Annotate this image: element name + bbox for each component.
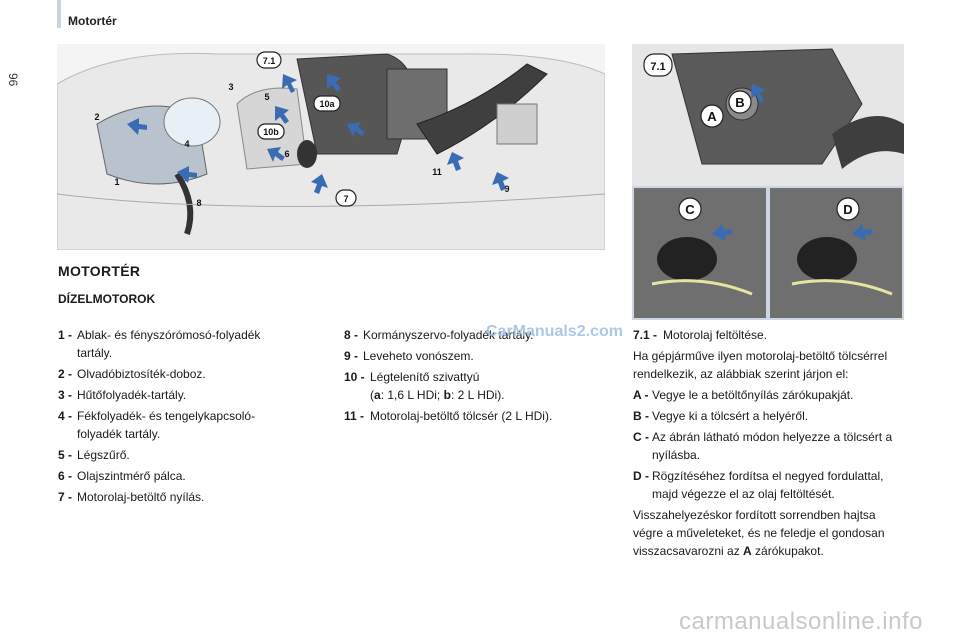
list-item: 3 - Hűtőfolyadék-tartály. <box>58 388 187 402</box>
callout-label: 7.1 <box>262 56 276 66</box>
callout-label: C <box>685 202 695 217</box>
step-item: A - Vegye le a betöltőnyílás zárókupakját. <box>633 388 854 402</box>
list-item: 8 - Kormányszervo-folyadék tartály. <box>344 328 534 342</box>
callout-label: 10b <box>263 127 279 137</box>
oil-filler-detail-illustration <box>632 44 904 320</box>
header-title: Motortér <box>68 14 117 28</box>
list-item: 1 - Ablak- és fényszórómosó-folyadék tartály. <box>58 328 261 360</box>
callout-label: D <box>843 202 853 217</box>
component-list-left <box>58 326 298 509</box>
list-item: 6 - Olajszintmérő pálca. <box>58 469 186 483</box>
step-item: B - Vegye ki a tölcsért a helyéről. <box>633 409 809 423</box>
step-item: D - Rögzítéséhez fordítsa el negyed fordulattal, majd végezze el az olaj feltöltését. <box>633 469 884 501</box>
callout-label: 11 <box>432 167 442 177</box>
callout-label: 10a <box>319 99 335 109</box>
intro-paragraph: Ha gépjárműve ilyen motorolaj-betöltő tölcsérrel rendelkezik, az alábbiak szerint járjon el: <box>633 349 888 381</box>
callout-label: 4 <box>184 139 190 149</box>
closing-paragraph: Visszahelyezéskor fordított sorrendben hajtsa végre a műveleteket, és ne feledje el gondosan visszacsavarozni az A zárókupakot. <box>633 508 885 558</box>
callout-label: 2 <box>94 112 100 122</box>
callout-label: 8 <box>196 198 202 208</box>
callout-label: 6 <box>284 149 290 159</box>
list-item: 4 - Fékfolyadék- és tengelykapcsoló-folyadék tartály. <box>58 409 256 441</box>
watermark: CarManuals2.com <box>486 323 623 340</box>
page-number: 96 <box>6 73 20 87</box>
callout-label: 7.1 <box>650 61 666 73</box>
watermark-footer: carmanualsonline.info <box>679 608 923 635</box>
callout-label: A <box>707 109 717 124</box>
list-item: 7 - Motorolaj-betöltő nyílás. <box>58 490 205 504</box>
callout-label: 3 <box>228 82 234 92</box>
callout-label: B <box>735 95 745 110</box>
list-item: 2 - Olvadóbiztosíték-doboz. <box>58 367 206 381</box>
callout-label: 7 <box>343 194 349 204</box>
list-item: 5 - Légszűrő. <box>58 448 130 462</box>
step-item: C - Az ábrán látható módon helyezze a tölcsért a nyílásba. <box>633 430 893 462</box>
engine-bay-illustration <box>57 44 605 250</box>
callout-label: 9 <box>504 184 510 194</box>
section-subtitle: DÍZELMOTOROK <box>58 292 156 306</box>
list-item: 11 - Motorolaj-betöltő tölcsér (2 L HDi). <box>344 409 553 423</box>
callout-label: 1 <box>114 177 120 187</box>
list-item: 10 - Légtelenítő szivattyú (a: 1,6 L HDi; b: 2 L HDi). <box>344 370 505 402</box>
list-item: 7.1 - Motorolaj feltöltése. <box>633 328 768 342</box>
section-title: MOTORTÉR <box>58 263 141 279</box>
list-item: 9 - Leveheto vonószem. <box>344 349 474 363</box>
component-list-middle <box>344 326 574 428</box>
header-accent-bar <box>57 0 61 28</box>
callout-label: 5 <box>264 92 270 102</box>
oil-filling-instructions <box>633 326 895 563</box>
